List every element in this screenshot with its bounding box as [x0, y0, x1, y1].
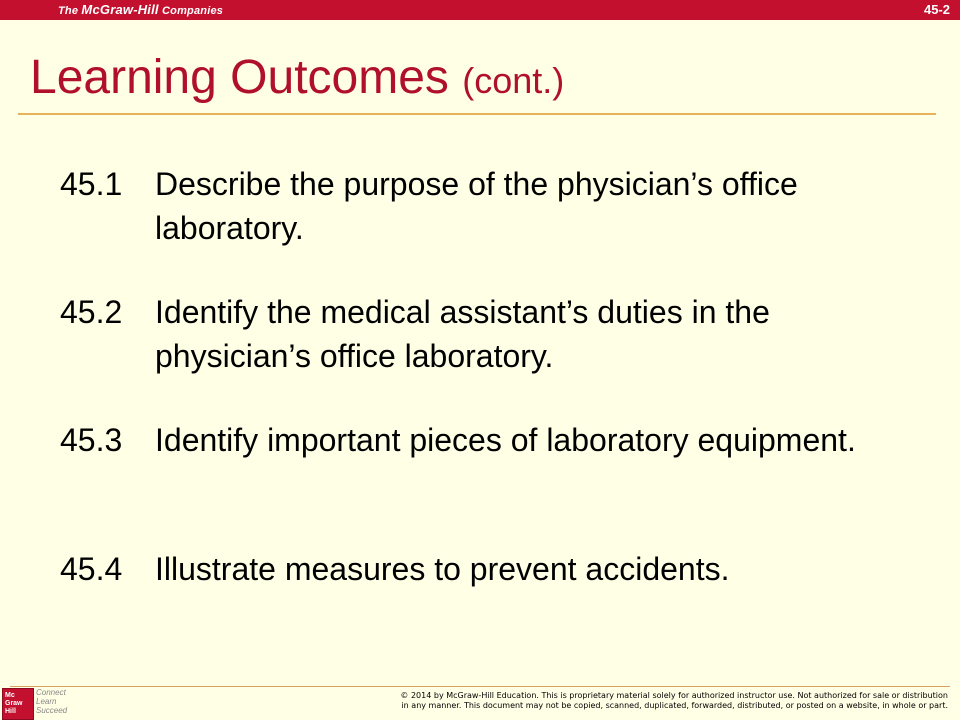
- outcome-number: 45.1: [60, 166, 123, 202]
- slide-number: 45-2: [923, 2, 950, 17]
- outcome-number: 45.2: [60, 294, 123, 330]
- logo-line: Graw: [5, 700, 23, 707]
- mcgraw-hill-logo: [2, 688, 34, 720]
- outcome-text: Describe the purpose of the physician’s office laboratory.: [155, 166, 798, 246]
- outcome-text: Identify the medical assistant’s duties in the physician’s office laboratory.: [155, 294, 770, 374]
- top-banner: [0, 0, 960, 20]
- publisher-brand: [58, 2, 223, 19]
- outcome-item: [60, 547, 920, 591]
- outcome-text: Illustrate measures to prevent accidents.: [155, 551, 730, 587]
- connect-learn-succeed-tagline: [36, 688, 67, 715]
- copyright-line: © 2014 by McGraw-Hill Education. This is proprietary material solely for authorized instructor use. Not authorized for sale or distribution: [400, 691, 948, 700]
- outcome-item: [60, 290, 920, 378]
- copyright-line: in any manner. This document may not be copied, scanned, duplicated, forwarded, distributed, or posted on a website, in whole or part.: [401, 701, 948, 710]
- outcome-item: [60, 162, 920, 250]
- outcome-number: 45.4: [60, 551, 123, 587]
- outcome-text: Identify important pieces of laboratory equipment.: [155, 422, 856, 458]
- brand-suffix: Companies: [158, 5, 224, 17]
- copyright-notice: [248, 691, 948, 711]
- title-main: Learning Outcomes: [30, 51, 449, 104]
- outcome-number: 45.3: [60, 422, 123, 458]
- footer-divider: [10, 686, 950, 687]
- brand-name: McGraw-Hill: [81, 2, 159, 17]
- title-sub: (cont.): [462, 60, 565, 101]
- logo-line: Mc: [5, 692, 15, 699]
- tagline-line: Succeed: [36, 706, 68, 715]
- tagline-line: Learn: [36, 697, 57, 706]
- logo-line: Hill: [5, 708, 16, 715]
- outcome-item: [60, 418, 920, 462]
- slide-title: [30, 48, 564, 111]
- brand-prefix: The: [58, 5, 82, 17]
- tagline-line: Connect: [36, 688, 66, 697]
- title-divider: [18, 113, 936, 115]
